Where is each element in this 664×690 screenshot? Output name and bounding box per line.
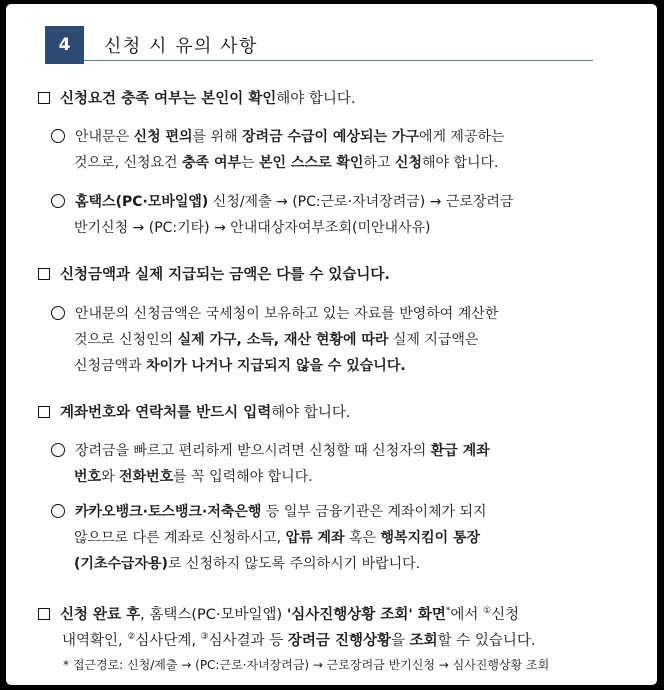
- notice-detail-1a-line2: 것으로, 신청요건 충족 여부는 본인 스스로 확인하고 신청해야 합니다.: [74, 155, 499, 171]
- notice-detail-2a-line1: 안내문의 신청금액은 국세청이 보유하고 있는 자료를 반영하여 계산한: [51, 304, 498, 324]
- notice-detail-1a-line1: 안내문은 신청 편의를 위해 장려금 수급이 예상되는 가구에게 제공하는: [51, 127, 505, 147]
- section-number-badge: 4: [45, 26, 84, 64]
- notice-detail-3a-line1: 장려금을 빠르고 편리하게 받으시려면 신청할 때 신청자의 환급 계좌: [51, 441, 490, 461]
- circle-bullet-icon: [51, 504, 65, 518]
- square-bullet-icon: [38, 608, 50, 620]
- section-title: 신청 시 유의 사항: [104, 36, 258, 57]
- square-bullet-icon: [38, 92, 50, 104]
- notice-detail-3a-line2: 번호와 전화번호를 꼭 입력해야 합니다.: [74, 469, 313, 485]
- circle-bullet-icon: [51, 194, 65, 208]
- notice-heading-2: 신청금액과 실제 지급되는 금액은 다를 수 있습니다.: [38, 265, 390, 285]
- title-underline: [84, 60, 593, 61]
- circle-bullet-icon: [51, 306, 65, 320]
- circle-bullet-icon: [51, 129, 65, 143]
- square-bullet-icon: [38, 268, 50, 280]
- notice-heading-4-line1: 신청 완료 후, 홈택스(PC·모바일앱) '심사진행상황 조회' 화면*에서 ①신청: [38, 601, 519, 625]
- notice-heading-4-line2: 내역확인, ②심사단계, ③심사결과 등 장려금 진행상황을 조회할 수 있습니다.: [62, 632, 536, 649]
- notice-detail-3b-line1: 카카오뱅크·토스뱅크·저축은행 등 일부 금융기관은 계좌이체가 되지: [51, 502, 487, 522]
- notice-card: [6, 4, 657, 685]
- notice-detail-1b-line2: 반기신청 → (PC:기타) → 안내대상자여부조회(미안내사유): [74, 220, 431, 236]
- square-bullet-icon: [38, 406, 50, 418]
- notice-detail-3b-line3: (기초수급자용)로 신청하지 않도록 주의하시기 바랍니다.: [74, 556, 421, 572]
- notice-heading-3: 계좌번호와 연락처를 반드시 입력해야 합니다.: [38, 403, 351, 423]
- notice-detail-3b-line2: 않으므로 다른 계좌로 신청하시고, 압류 계좌 혹은 행복지킴이 통장: [74, 530, 481, 546]
- circle-bullet-icon: [51, 443, 65, 457]
- notice-detail-2a-line2: 것으로 신청인의 실제 가구, 소득, 재산 현황에 따라 실제 지급액은: [74, 332, 479, 348]
- notice-heading-1: 신청요건 충족 여부는 본인이 확인해야 합니다.: [38, 89, 356, 109]
- notice-detail-2a-line3: 신청금액과 차이가 나거나 지급되지 않을 수 있습니다.: [74, 358, 406, 374]
- notice-detail-1b-line1: 홈택스(PC·모바일앱) 신청/제출 → (PC:근로·자녀장려금) → 근로장려금: [51, 192, 513, 212]
- access-path-footnote: * 접근경로: 신청/제출 → (PC:근로·자녀장려금) → 근로장려금 반기신청 → 심사진행상황 조회: [63, 658, 550, 672]
